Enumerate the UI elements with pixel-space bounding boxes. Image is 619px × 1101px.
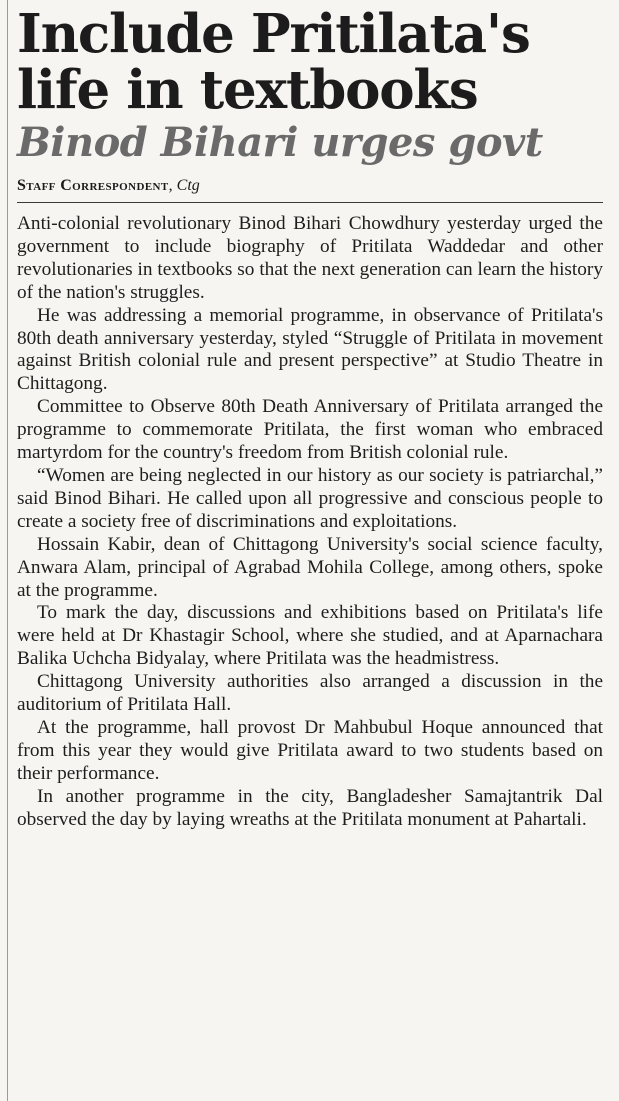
- subheadline: Binod Bihari urges govt: [17, 119, 543, 166]
- headline: [17, 0, 603, 121]
- headline-line-2: life in textbooks: [17, 59, 478, 121]
- body-paragraph: He was addressing a memorial programme, in observance of Pritilata's 80th death anniversary yesterday, styled “Struggle of Pritilata in movement against British colonial rule and present perspective” at Studio Theatre in Chittagong.: [17, 304, 603, 395]
- article-body: [17, 213, 603, 831]
- headline-line-1: Include Pritilata's: [17, 3, 530, 65]
- byline: [17, 176, 603, 203]
- body-paragraph: Committee to Observe 80th Death Anniversary of Pritilata arranged the programme to commemorate Pritilata, the first woman who embraced martyrdom for the country's freedom from British colonial rule.: [17, 396, 603, 464]
- body-paragraph: Anti-colonial revolutionary Binod Bihari Chowdhury yesterday urged the government to include biography of Pritilata Waddedar and other revolutionaries in textbooks so that the next generation can learn the history of the nation's struggles.: [17, 213, 603, 303]
- body-paragraph: To mark the day, discussions and exhibitions based on Pritilata's life were held at Dr Khastagir School, where she studied, and at Aparnachara Balika Uchcha Bidyalay, where Pritilata was the headmistress.: [17, 602, 603, 670]
- byline-separator: ,: [168, 177, 177, 194]
- body-paragraph: At the programme, hall provost Dr Mahbubul Hoque announced that from this year they would give Pritilata award to two students based on their performance.: [17, 716, 603, 784]
- column-rule: [7, 0, 8, 1101]
- byline-role: Staff Correspondent: [17, 177, 169, 194]
- body-paragraph: Hossain Kabir, dean of Chittagong University's social science faculty, Anwara Alam, principal of Agrabad Mohila College, among others, spoke at the programme.: [17, 533, 603, 601]
- byline-location: Ctg: [176, 177, 200, 194]
- body-paragraph: Chittagong University authorities also arranged a discussion in the auditorium of Pritilata Hall.: [17, 671, 603, 716]
- body-paragraph: In another programme in the city, Bangladesher Samajtantrik Dal observed the day by laying wreaths at the Pritilata monument at Pahartali.: [17, 785, 603, 830]
- body-paragraph: “Women are being neglected in our history as our society is patriarchal,” said Binod Bihari. He called upon all progressive and conscious people to create a society free of discriminations and exploitations.: [17, 464, 603, 532]
